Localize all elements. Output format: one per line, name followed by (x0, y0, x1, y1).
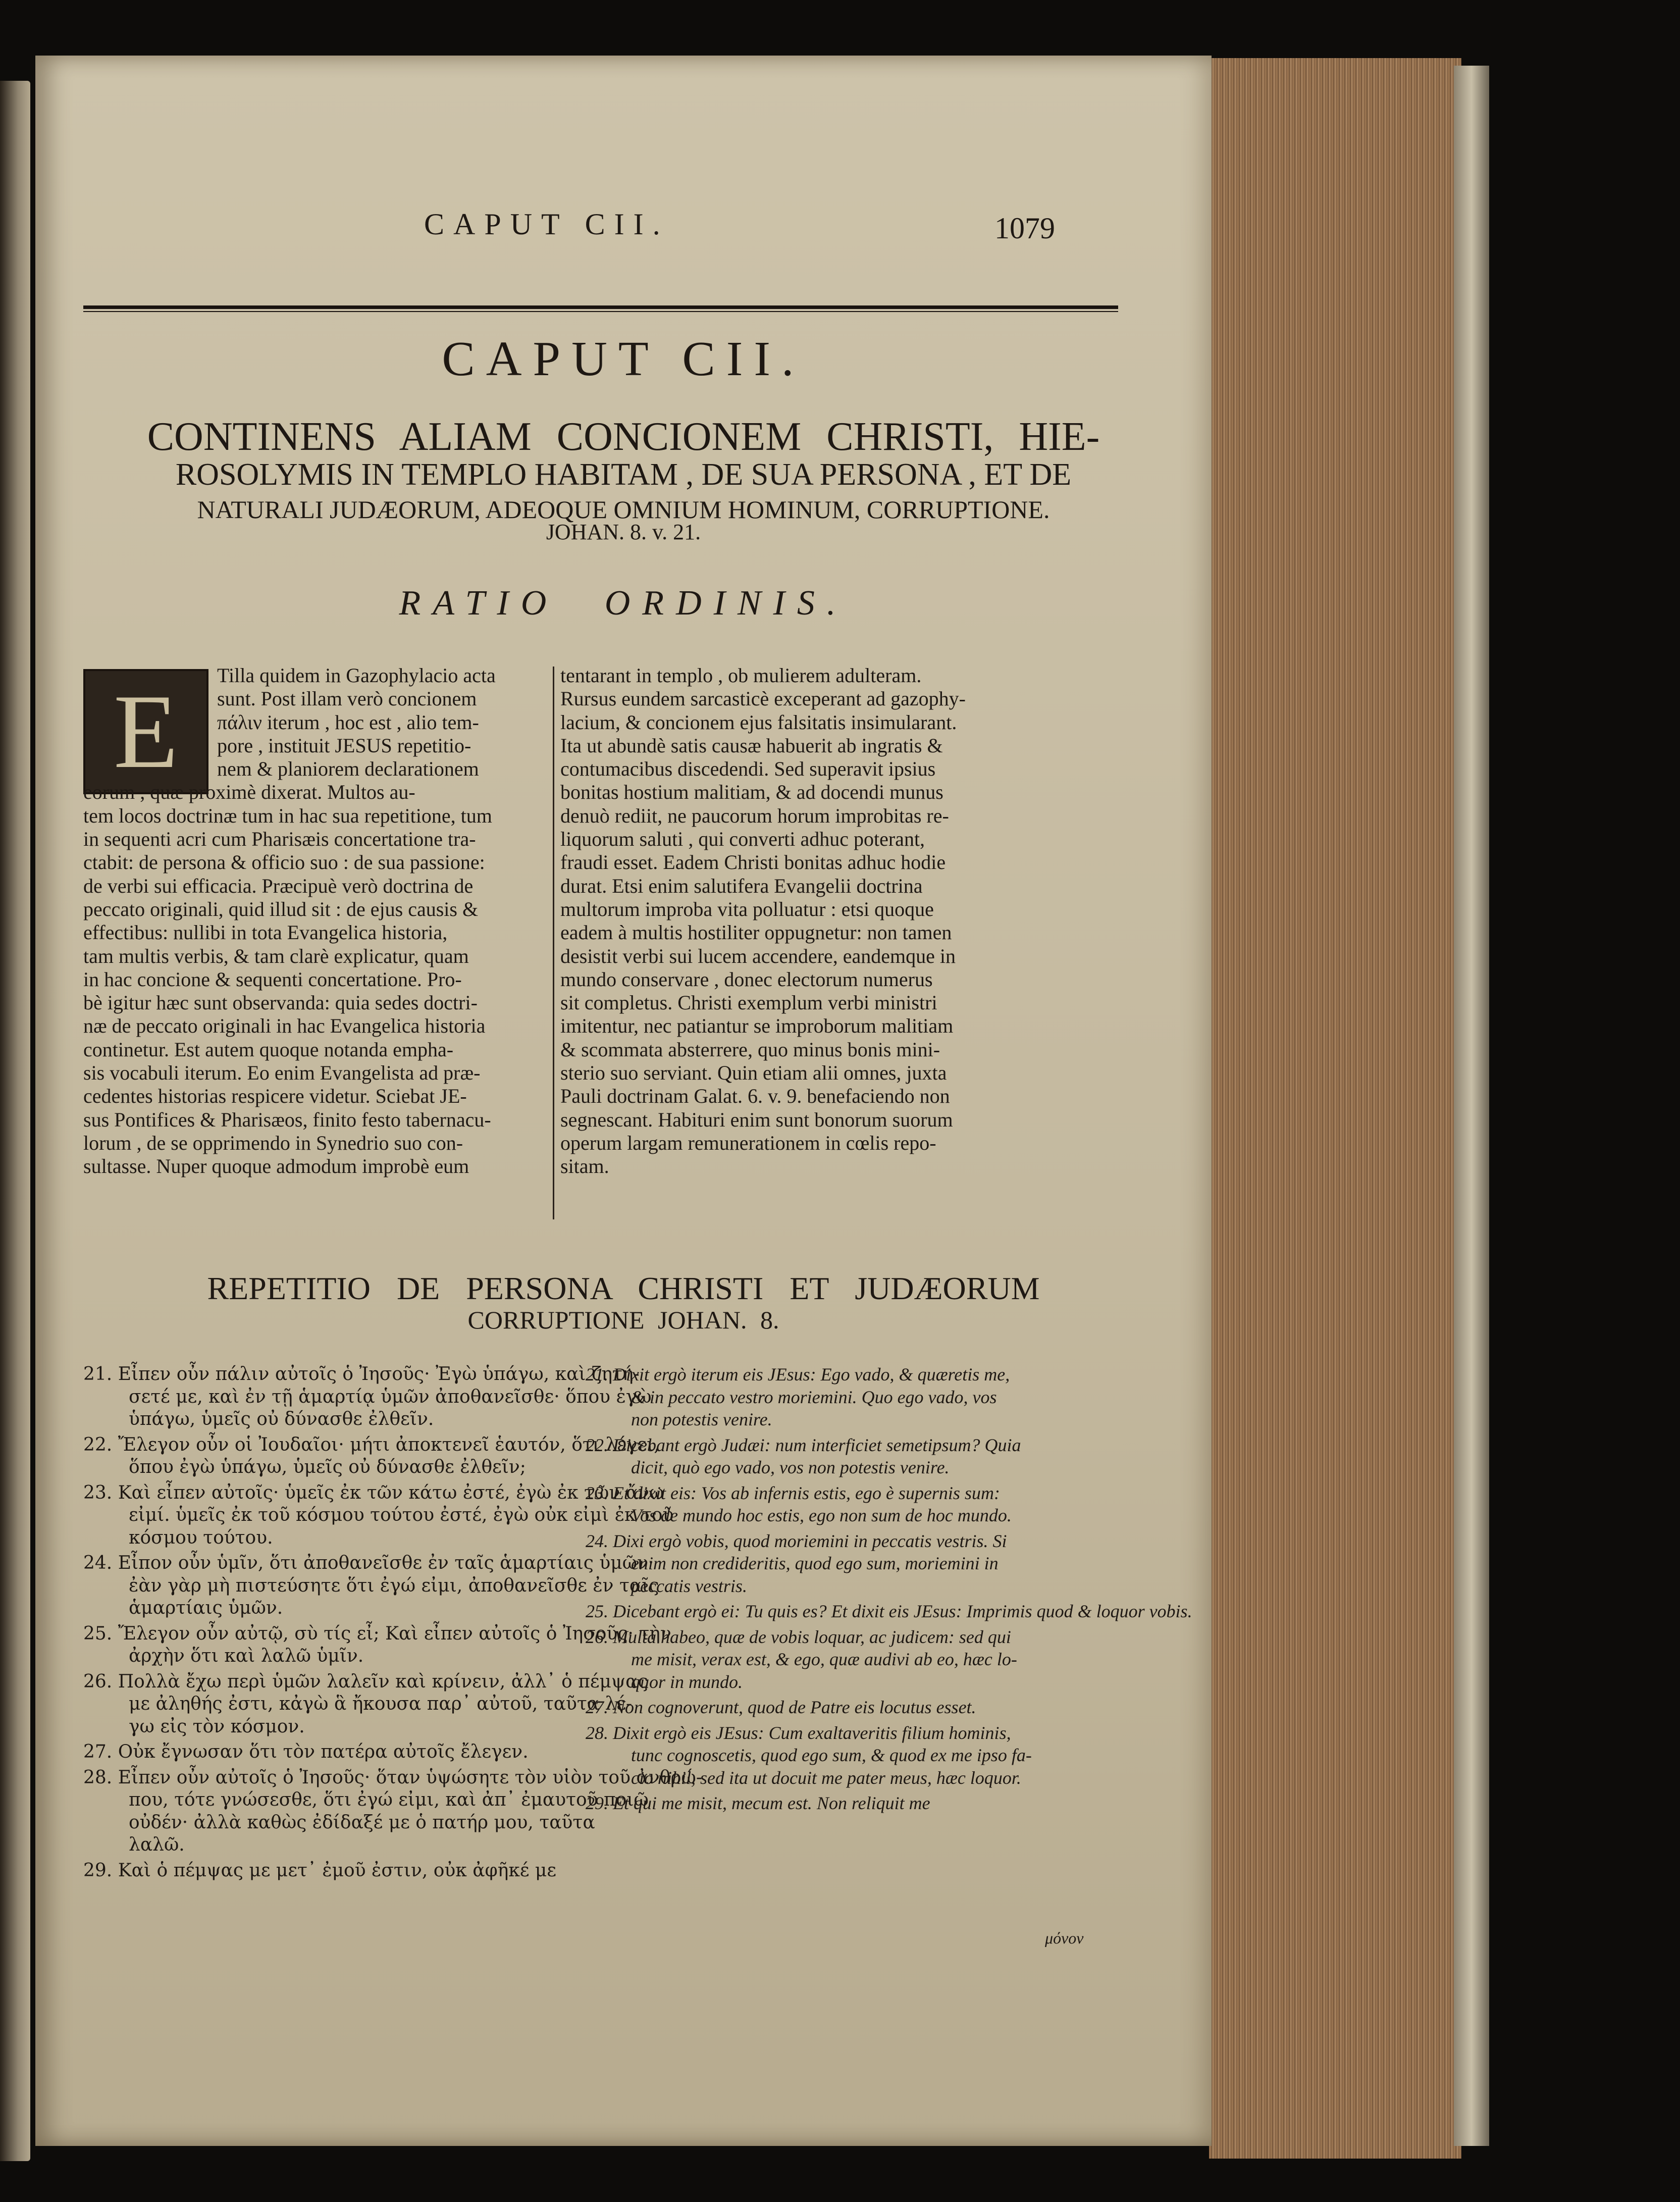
text-line: Pauli doctrinam Galat. 6. v. 9. benefaciendo non (560, 1085, 950, 1108)
verse-line: 29. Καὶ ὁ πέμψας με μετ᾽ ἐμοῦ ἐστιν, οὐκ ἀφῆκέ με (83, 1860, 556, 1881)
text-line: sus Pontifices & Pharisæos, finito festo tabernacu- (83, 1108, 491, 1131)
verse-line: λαλῶ. (129, 1834, 185, 1855)
verse (83, 1623, 671, 1668)
catchword: μόνον (1045, 1929, 1084, 1947)
text-line: tentarant in templo , ob mulierem adulteram. (560, 664, 922, 687)
book-spine-shadow (1454, 66, 1489, 2146)
text-line: sis vocabuli iterum. Eo enim Evangelista ad præ- (83, 1061, 481, 1085)
verse-line: 28. Dixit ergò eis JEsus: Cum exaltaveritis filium hominis, (586, 1722, 1011, 1743)
verse-line: enim non credideritis, quod ego sum, moriemini in (631, 1553, 999, 1573)
text-line: mundo conservare , donec electorum numerus (560, 967, 933, 991)
verse-line: 27. Οὐκ ἔγνωσαν ὅτι τὸν πατέρα αὐτοῖς ἔλεγεν. (83, 1742, 529, 1762)
text-line: continetur. Est autem quoque notanda empha- (83, 1038, 454, 1061)
verse-line: εἰμί. ὑμεῖς ἐκ τοῦ κόσμου τούτου ἐστέ, ἐγὼ οὐκ εἰμὶ ἐκ τοῦ (129, 1505, 674, 1525)
verse (586, 1696, 1136, 1719)
text-line: denuò rediit, ne paucorum horum improbitas re- (560, 804, 949, 827)
verse-line: 23. Et dixit eis: Vos ab infernis estis, ego è supernis sum: (586, 1482, 1000, 1503)
verse-line: γω εἰς τὸν κόσμον. (129, 1716, 305, 1737)
text-line: tem locos doctrinæ tum in hac sua repetitione, tum (83, 804, 492, 827)
text-line: eadem à multis hostiliter oppugnetur: non tamen (560, 921, 952, 944)
verse-line: 26. Multa habeo, quæ de vobis loquar, ac judicem: sed qui (586, 1626, 1011, 1647)
section-heading: RATIO ORDINIS. (399, 584, 848, 623)
text-line: lacium, & concionem ejus falsitatis insimularant. (560, 710, 957, 734)
verse-line: σετέ με, καὶ ἐν τῇ ἁμαρτίᾳ ὑμῶν ἀποθανεῖσθε· ὅπου ἐγὼ (129, 1386, 652, 1407)
text-line: & scommata absterrere, quo minus bonis mini- (560, 1038, 940, 1061)
verse (83, 1671, 648, 1738)
text-line: tam multis verbis, & tam clarè explicatur, quam (83, 944, 469, 967)
verse (83, 1860, 634, 1882)
verse-line: ἐὰν γὰρ μὴ πιστεύσητε ὅτι ἐγώ εἰμι, ἀποθανεῖσθε ἐν ταῖς (129, 1575, 659, 1596)
verse-line: 26. Πολλὰ ἔχω περὶ ὑμῶν λαλεῖν καὶ κρίνειν, ἀλλ᾽ ὁ πέμψας (83, 1671, 648, 1692)
verse (586, 1626, 1136, 1694)
verse-line: ἀρχὴν ὅτι καὶ λαλῶ ὑμῖν. (129, 1646, 364, 1666)
text-line: effectibus: nullibi in tota Evangelica historia, (83, 921, 448, 944)
text-line: lorum , de se opprimendo in Synedrio suo con- (83, 1131, 463, 1154)
verse-line: οὐδέν· ἀλλὰ καθὼς ἐδίδαξέ με ὁ πατήρ μου, ταῦτα (129, 1812, 595, 1833)
verse-line: peccatis vestris. (631, 1575, 747, 1596)
text-line: durat. Etsi enim salutifera Evangelii doctrina (560, 874, 923, 897)
chapter-title: CAPUT CII. (442, 332, 805, 386)
text-line: πάλιν iterum , hoc est , alio tem- (217, 710, 479, 734)
text-line: peccato originali, quid illud sit : de ejus causis & (83, 897, 479, 920)
verse (83, 1482, 674, 1550)
text-column-right (560, 664, 1065, 1179)
text-line: bè igitur hæc sunt observanda: quia sedes doctri- (83, 991, 478, 1014)
verse (586, 1363, 1136, 1431)
verse (83, 1363, 652, 1431)
verse-line: 27. Non cognoverunt, quod de Patre eis locutus esset. (586, 1697, 976, 1717)
verse-line: ἁμαρτίαις ὑμῶν. (129, 1598, 283, 1618)
verse (586, 1792, 1136, 1815)
verse-line: 22. Ἔλεγον οὖν οἱ Ἰουδαῖοι· μήτι ἀποκτενεῖ ἑαυτόν, ὅτι λέγει, (83, 1434, 660, 1455)
verse-line: 22. Dicebant ergò Judæi: num interficiet semetipsum? Quia (586, 1435, 1021, 1455)
text-line: nem & planiorem declarationem (217, 757, 479, 781)
verse-line: tunc cognoscetis, quod ego sum, & quod ex me ipso fa- (631, 1745, 1032, 1765)
verse-line: με ἀληθής ἐστι, κἀγὼ ἃ ἤκουσα παρ᾽ αὐτοῦ, ταῦτα λέ- (129, 1694, 633, 1714)
verse (586, 1434, 1136, 1479)
text-line: de verbi sui efficacia. Præcipuè verò doctrina de (83, 874, 474, 897)
verse-line: me misit, verax est, & ego, quæ audivi ab eo, hæc lo- (631, 1649, 1017, 1669)
latin-text-column (586, 1363, 1192, 1818)
book-page (35, 56, 1212, 2146)
verse (83, 1767, 702, 1857)
verse-line: 29. Et qui me misit, mecum est. Non reliquit me (586, 1793, 930, 1813)
verse-line: 25. Ἔλεγον οὖν αὐτῷ, σὺ τίς εἶ; Καὶ εἶπεν αὐτοῖς ὁ Ἰησοῦς· τὴν (83, 1623, 671, 1644)
text-line: Ita ut abundè satis causæ habuerit ab ingratis & (560, 734, 943, 757)
column-divider (553, 667, 554, 1219)
text-line: imitentur, nec patiantur se improborum malitiam (560, 1014, 954, 1038)
verse-line: & in peccato vestro moriemini. Quo ego vado, vos (631, 1387, 997, 1407)
verse-line: 24. Dixi ergò vobis, quod moriemini in peccatis vestris. Si (586, 1530, 1007, 1551)
text-line: bonitas hostium malitiam, & ad docendi munus (560, 781, 943, 804)
text-line: operum largam remunerationem in cœlis repo- (560, 1131, 936, 1154)
text-line: desistit verbi sui lucem accendere, eandemque in (560, 944, 956, 967)
verse-line: Vos de mundo hoc estis, ego non sum de hoc mundo. (631, 1505, 1012, 1525)
text-line: Rursus eundem sarcasticè exceperant ad gazophy- (560, 687, 966, 710)
verse-line: 25. Dicebant ergò ei: Tu quis es? Et dixit eis JEsus: Imprimis quod & loquor vobis. (586, 1601, 1192, 1621)
text-line: sunt. Post illam verò concionem (217, 687, 477, 710)
book-fore-edge (1209, 58, 1461, 2159)
text-line: næ de peccato originali in hac Evangelica historia (83, 1014, 486, 1038)
text-line: liquorum saluti , qui converti adhuc poterant, (560, 828, 925, 851)
chapter-subtitle-line: ROSOLYMIS IN TEMPLO HABITAM , DE SUA PERSONA , ET DE (175, 457, 1072, 492)
verse (586, 1530, 1136, 1598)
verse-line: dicit, quò ego vado, vos non potestis venire. (631, 1457, 950, 1477)
text-line: cedentes historias respicere videtur. Sciebat JE- (83, 1085, 467, 1108)
verse (586, 1600, 1192, 1623)
chapter-subtitle-line: CONTINENS ALIAM CONCIONEM CHRISTI, HIE- (147, 415, 1100, 459)
header-rule-thin (83, 311, 1118, 312)
verse-line: 24. Εἶπον οὖν ὑμῖν, ὅτι ἀποθανεῖσθε ἐν ταῖς ἁμαρτίαις ὑμῶν· (83, 1553, 654, 1573)
verse-line: κόσμου τούτου. (129, 1527, 273, 1548)
chapter-subtitle-line: NATURALI JUDÆORUM, ADEOQUE OMNIUM HOMINUM, CORRUPTIONE. (197, 495, 1050, 524)
verse-line: 21. Εἶπεν οὖν πάλιν αὐτοῖς ὁ Ἰησοῦς· Ἐγὼ ὑπάγω, καὶ ζητή- (83, 1364, 640, 1385)
chapter-subtitle-line: JOHAN. 8. v. 21. (546, 520, 701, 544)
page-number: 1079 (994, 212, 1055, 245)
text-line: eorum , quæ proximè dixerat. Multos au- (83, 781, 415, 804)
verse-line: 23. Καὶ εἶπεν αὐτοῖς· ὑμεῖς ἐκ τῶν κάτω ἐστέ, ἐγὼ ἐκ τῶν ἄνω (83, 1482, 664, 1503)
verse-line: non potestis venire. (631, 1409, 772, 1429)
section2-title: REPETITIO DE PERSONA CHRISTI ET JUDÆORUM (207, 1270, 1040, 1306)
verse-line: που, τότε γνώσεσθε, ὅτι ἐγώ εἰμι, καὶ ἀπ᾽ ἐμαυτοῦ ποιῶ (129, 1789, 649, 1810)
verse-line: 28. Εἶπεν οὖν αὐτοῖς ὁ Ἰησοῦς· ὅταν ὑψώσητε τὸν υἱὸν τοῦ ἀνθρώ- (83, 1767, 702, 1788)
verse (83, 1552, 659, 1620)
text-line: sterio suo serviant. Quin etiam alii omnes, juxta (560, 1061, 947, 1085)
verse (586, 1482, 1136, 1527)
text-line: ctabit: de persona & officio suo : de sua passione: (83, 851, 485, 874)
verse (586, 1722, 1136, 1789)
text-line: in hac concione & sequenti concertatione. Pro- (83, 967, 462, 991)
text-line: segnescant. Habituri enim sunt bonorum suorum (560, 1108, 953, 1131)
text-line: sitam. (560, 1155, 609, 1178)
verse-line: quor in mundo. (631, 1671, 743, 1692)
running-title: CAPUT CII. (424, 208, 669, 241)
text-column-left (83, 664, 588, 1179)
text-line: sultasse. Nuper quoque admodum improbè eum (83, 1155, 469, 1178)
verse (83, 1741, 634, 1764)
header-rule (83, 305, 1118, 309)
verse-line: cio nihil, sed ita ut docuit me pater meus, hæc loquor. (631, 1767, 1021, 1788)
text-line: multorum improba vita polluatur : etsi quoque (560, 897, 934, 920)
text-line: fraudi esset. Eadem Christi bonitas adhuc hodie (560, 851, 946, 874)
verse-line: ὑπάγω, ὑμεῖς οὐ δύνασθε ἐλθεῖν. (129, 1409, 434, 1429)
verse (83, 1434, 660, 1479)
text-line: in sequenti acri cum Pharisæis concertatione tra- (83, 828, 476, 851)
dropcap-letter: E (113, 673, 179, 790)
text-line: contumacibus discedendi. Sed superavit ipsius (560, 757, 936, 781)
text-line: Tilla quidem in Gazophylacio acta (217, 664, 496, 687)
verse-line: 21. Dixit ergò iterum eis JEsus: Ego vado, & quæretis me, (586, 1364, 1010, 1385)
section2-subtitle: CORRUPTIONE JOHAN. 8. (467, 1306, 779, 1334)
verse-line: ὅπου ἐγὼ ὑπάγω, ὑμεῖς οὐ δύνασθε ἐλθεῖν; (129, 1457, 526, 1477)
text-line: pore , instituit JESUS repetitio- (217, 734, 471, 757)
facing-page-edge (0, 81, 30, 2161)
text-line: sit completus. Christi exemplum verbi ministri (560, 991, 937, 1014)
running-head (35, 207, 1212, 252)
